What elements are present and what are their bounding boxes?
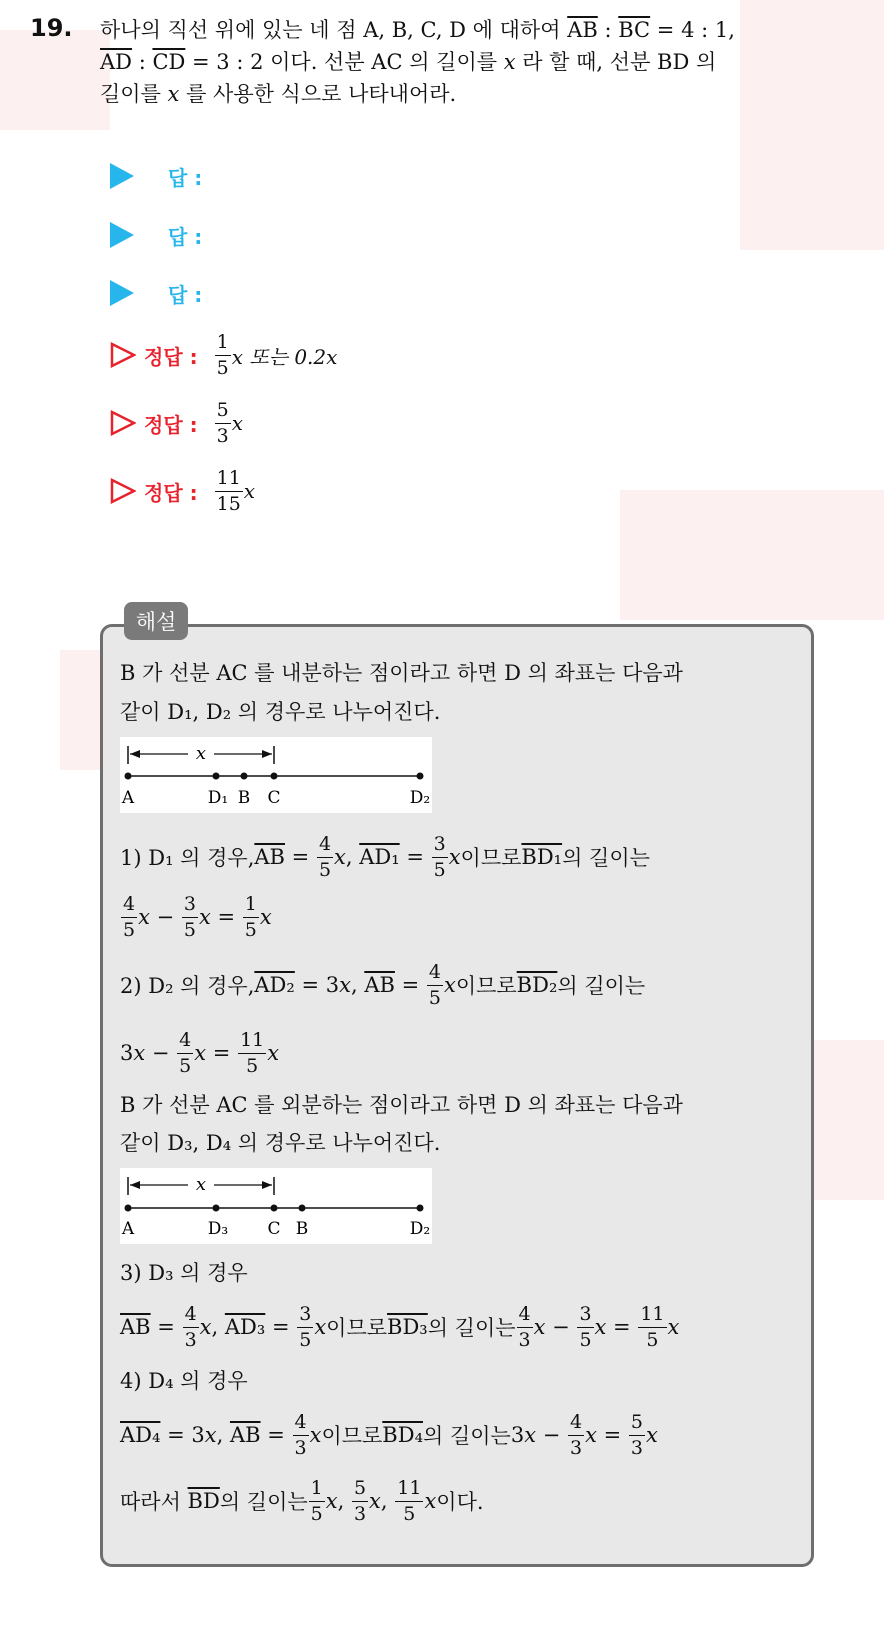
- fraction: $\frac{3}{5}$: [299, 1302, 312, 1351]
- outline-triangle-icon: [110, 342, 136, 368]
- case-text: 이므로: [326, 1316, 388, 1340]
- diagram-x-label: x: [195, 743, 207, 764]
- answer-label: 답 :: [168, 165, 203, 190]
- case-2-line: 2) D₂ 의 경우, AD₂ = 3 x , $\overline{AB}$ = $\frac{4}{5}$ x 이므로 BD₂ 의 길이는: [120, 960, 646, 1009]
- correct-label: 정답 :: [144, 480, 198, 505]
- case-3-heading: 3) D₃ 의 경우: [120, 1261, 248, 1285]
- question-number: 19.: [30, 14, 73, 42]
- fraction: $\frac{11}{5}$: [397, 1476, 422, 1525]
- correct-value: [214, 330, 338, 379]
- diagram-point-label: A: [121, 1219, 135, 1239]
- fraction: $\frac{5}{3}$: [630, 1410, 643, 1459]
- variable-x: x: [503, 50, 516, 74]
- fraction: $\frac{1}{5}$: [244, 892, 257, 941]
- diagram-point-label: C: [267, 1219, 281, 1239]
- case-4-line: AD₄ = 3 x , $\overline{AB}$ = $\frac{4}{3}$ x 이므로 BD₄ 의 길이는 3 x − $\frac{4}{3}$ x = $\frac{5}{3}$ x: [120, 1410, 658, 1459]
- fraction: $\frac{11}{15}$: [216, 466, 241, 515]
- correct-value: [214, 398, 243, 447]
- case-text: 1) D₁ 의 경우,: [120, 846, 255, 870]
- fraction: $\frac{4}{3}$: [518, 1302, 531, 1351]
- segment-label: AD₂: [254, 973, 295, 997]
- case-3-line: $\overline{AB}$ = $\frac{4}{3}$ x , AD₃ = $\frac{3}{5}$ x 이므로 BD₃ 의 길이는 $\frac{4}{3}$ x − $\frac{3}{5}$ x = $\frac{11}{5}$ x: [120, 1302, 680, 1351]
- answer-row[interactable]: [110, 215, 202, 255]
- diagram-point-label: D₂: [409, 1219, 431, 1239]
- correct-value-suffix: x 또는 0.2x: [231, 344, 338, 369]
- number-line-diagram-1: [120, 737, 432, 813]
- case-text: 의 길이는: [422, 1424, 511, 1448]
- correct-value-suffix: x: [243, 479, 256, 503]
- fraction: $\frac{4}{3}$: [184, 1302, 197, 1351]
- correct-value: [214, 466, 256, 515]
- explanation-tag: 해설: [124, 602, 188, 640]
- explanation-line: B 가 선분 AC 를 외분하는 점이라고 하면 D 의 좌표는 다음과: [120, 1093, 683, 1117]
- case-4-heading: 4) D₄ 의 경우: [120, 1369, 248, 1393]
- segment-label: BD₄: [382, 1423, 423, 1447]
- outline-triangle-icon: [110, 478, 136, 504]
- correct-value-suffix: x: [231, 411, 243, 435]
- segment-label: BD₁: [521, 845, 563, 869]
- segment-label: $\overline{BD}$: [187, 1489, 220, 1513]
- correct-answer-row: [110, 395, 243, 451]
- question-text-part: 라 할 때, 선분 BD 의: [515, 50, 717, 74]
- background-patch: [0, 30, 110, 130]
- segment-bc: $\overline{BC}$: [618, 18, 651, 42]
- correct-answer-row: [110, 327, 337, 383]
- fraction: $\frac{4}{3}$: [569, 1410, 583, 1459]
- case-text: 이므로: [321, 1424, 383, 1448]
- question-text-part: :: [597, 18, 619, 42]
- diagram-point-label: D₃: [207, 1219, 229, 1239]
- correct-label: 정답 :: [144, 412, 198, 437]
- diagram-point-label: B: [237, 788, 251, 808]
- diagram-point-label: B: [295, 1219, 309, 1239]
- answer-row[interactable]: [110, 273, 202, 313]
- segment-label: $\overline{AB}$: [254, 845, 285, 869]
- play-triangle-icon: [110, 280, 134, 306]
- outline-triangle-icon: [110, 410, 136, 436]
- diagram-point-label: C: [267, 788, 281, 808]
- fraction: $\frac{5}{3}$: [353, 1476, 367, 1525]
- case-text: 이므로: [460, 846, 522, 870]
- fraction: $\frac{5}{3}$: [216, 398, 229, 447]
- question-text-part: = 4 : 1,: [650, 18, 735, 42]
- fraction: $\frac{1}{5}$: [216, 330, 229, 379]
- segment-label: $\overline{AB}$: [120, 1315, 151, 1339]
- segment-cd: $\overline{CD}$: [152, 50, 186, 74]
- case-text: 2) D₂ 의 경우,: [120, 974, 255, 998]
- fraction: $\frac{4}{5}$: [428, 960, 441, 1009]
- question-text-part: = 3 : 2 이다. 선분 AC 의 길이를: [185, 50, 504, 74]
- case-text: 의 길이는: [562, 846, 650, 870]
- conclusion-text: 의 길이는: [219, 1490, 308, 1514]
- correct-answer-row: [110, 463, 255, 519]
- explanation-line: 같이 D₁, D₂ 의 경우로 나누어진다.: [120, 700, 441, 724]
- fraction: $\frac{4}{5}$: [179, 1028, 192, 1077]
- fraction: $\frac{4}{5}$: [318, 832, 332, 881]
- case-2-result: 3 x − $\frac{4}{5}$ x = $\frac{11}{5}$ x: [120, 1028, 280, 1077]
- case-1-line: 1) D₁ 의 경우, $\overline{AB}$ = $\frac{4}{5}$ x , AD₁ = $\frac{3}{5}$ x 이므로 BD₁ 의 길이는: [120, 832, 650, 881]
- question-text-part: 길이를: [100, 82, 168, 106]
- background-patch: [808, 1040, 884, 1200]
- fraction: $\frac{3}{5}$: [183, 892, 196, 941]
- explanation-line: B 가 선분 AC 를 내분하는 점이라고 하면 D 의 좌표는 다음과: [120, 661, 683, 685]
- segment-label: BD₃: [387, 1315, 428, 1339]
- fraction: $\frac{3}{5}$: [579, 1302, 592, 1351]
- diagram-point-label: A: [121, 788, 135, 808]
- diagram-point-label: D₂: [409, 788, 431, 808]
- background-patch: [60, 650, 100, 770]
- segment-label: AD₁: [359, 845, 400, 869]
- segment-ab: $\overline{AB}$: [567, 18, 598, 42]
- answer-label: 답 :: [168, 282, 203, 307]
- case-text: 이므로: [455, 974, 517, 998]
- fraction: $\frac{11}{5}$: [640, 1302, 665, 1351]
- answer-row[interactable]: [110, 156, 202, 196]
- segment-label: AD₃: [224, 1315, 266, 1339]
- diagram-x-label: x: [195, 1174, 207, 1195]
- variable-x: x: [167, 82, 180, 106]
- question-text-part: 를 사용한 식으로 나타내어라.: [179, 82, 457, 106]
- fraction: $\frac{4}{3}$: [294, 1410, 307, 1459]
- correct-label: 정답 :: [144, 344, 198, 369]
- background-patch: [620, 490, 884, 620]
- segment-label: $\overline{AB}$: [229, 1423, 261, 1447]
- play-triangle-icon: [110, 222, 134, 248]
- answer-label: 답 :: [168, 224, 203, 249]
- conclusion-text: 이다.: [436, 1490, 484, 1514]
- fraction: $\frac{3}{5}$: [433, 832, 446, 881]
- number-line-diagram-2: [120, 1168, 432, 1244]
- fraction: $\frac{11}{5}$: [240, 1028, 265, 1077]
- segment-label: BD₂: [516, 973, 558, 997]
- diagram-point-label: D₁: [207, 788, 229, 808]
- fraction: $\frac{1}{5}$: [310, 1476, 323, 1525]
- question-text-part: :: [132, 50, 153, 74]
- segment-ad: $\overline{AD}$: [100, 50, 133, 74]
- segment-label: AD₄: [120, 1423, 161, 1447]
- question-text-part: 하나의 직선 위에 있는 네 점 A, B, C, D 에 대하여: [100, 18, 568, 42]
- explanation-line: 같이 D₃, D₄ 의 경우로 나누어진다.: [120, 1131, 441, 1155]
- case-text: 의 길이는: [557, 974, 646, 998]
- conclusion-line: 따라서 $\overline{BD}$ 의 길이는 $\frac{1}{5}$ x , $\frac{5}{3}$ x , $\frac{11}{5}$ x 이다.: [120, 1476, 484, 1525]
- case-1-result: $\frac{4}{5}$ x − $\frac{3}{5}$ x = $\frac{1}{5}$ x: [123, 892, 272, 941]
- fraction: $\frac{4}{5}$: [123, 892, 136, 941]
- play-triangle-icon: [110, 163, 134, 189]
- conclusion-text: 따라서: [120, 1490, 181, 1514]
- segment-label: $\overline{AB}$: [364, 973, 395, 997]
- question-text: [100, 14, 842, 110]
- case-text: 의 길이는: [427, 1316, 516, 1340]
